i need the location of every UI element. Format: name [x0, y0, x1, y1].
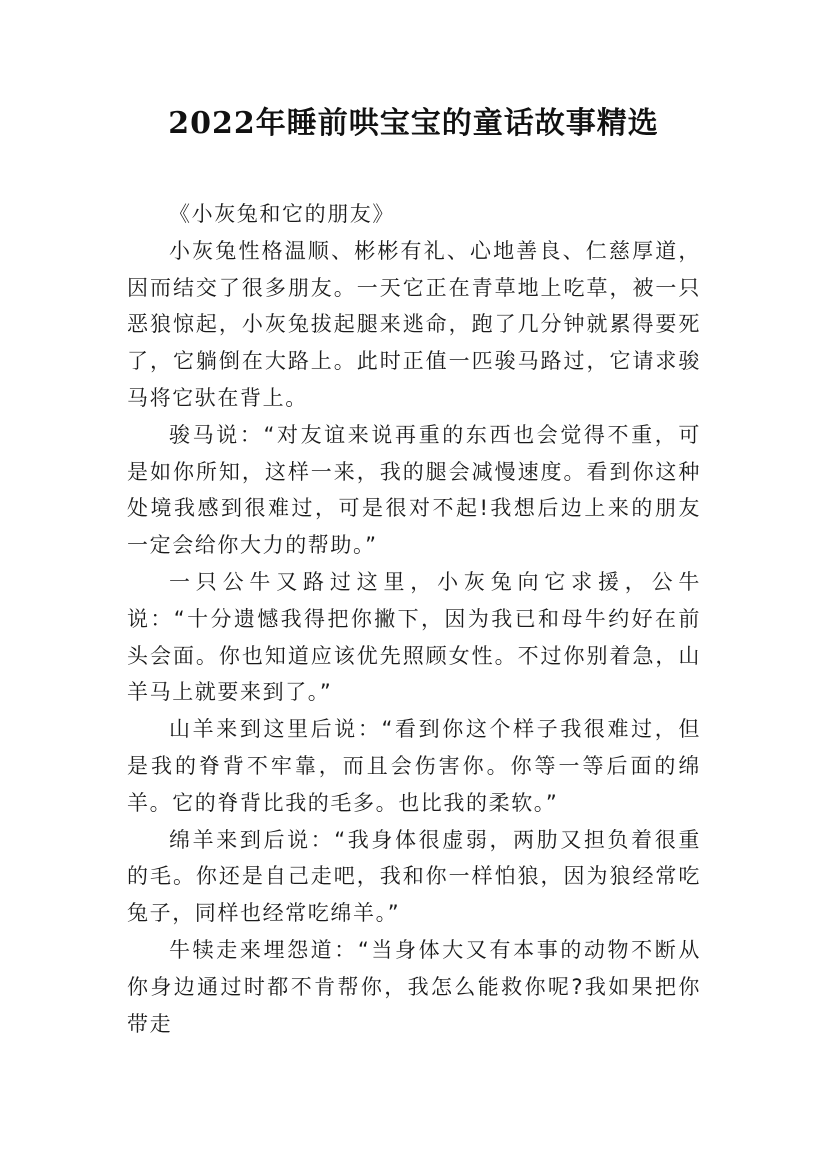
paragraph: 牛犊走来埋怨道：“当身体大又有本事的动物不断从你身边通过时都不肯帮你，我怎么能救你呢?我如果把你带走: [127, 937, 701, 1036]
paragraph: 绵羊来到后说：“我身体很虚弱，两肋又担负着很重的毛。你还是自己走吧，我和你一样怕狼，因为狼经常吃兔子，同样也经常吃绵羊。”: [127, 827, 701, 926]
paragraph: 一只公牛又路过这里，小灰兔向它求援，公牛说：“十分遗憾我得把你撇下，因为我已和母牛约好在前头会面。你也知道应该优先照顾女性。不过你别着急，山羊马上就要来到了。”: [127, 569, 701, 705]
story-body: [127, 196, 701, 1042]
story-title: 《小灰兔和它的朋友》: [169, 202, 395, 226]
paragraph: 骏马说：“对友谊来说再重的东西也会觉得不重，可是如你所知，这样一来，我的腿会减慢速度。看到你这种处境我感到很难过，可是很对不起!我想后边上来的朋友一定会给你大力的帮助。”: [127, 422, 701, 558]
paragraph: 小灰兔性格温顺、彬彬有礼、心地善良、仁慈厚道，因而结交了很多朋友。一天它正在青草地上吃草，被一只恶狼惊起，小灰兔拔起腿来逃命，跑了几分钟就累得要死了，它躺倒在大路上。此时正值一匹骏马路过，它请求骏马将它驮在背上。: [127, 238, 701, 410]
paragraph: 山羊来到这里后说：“看到你这个样子我很难过，但是我的脊背不牢靠，而且会伤害你。你等一等后面的绵羊。它的脊背比我的毛多。也比我的柔软。”: [127, 717, 701, 815]
document-title: 2022年睡前哄宝宝的童话故事精选: [168, 106, 659, 141]
